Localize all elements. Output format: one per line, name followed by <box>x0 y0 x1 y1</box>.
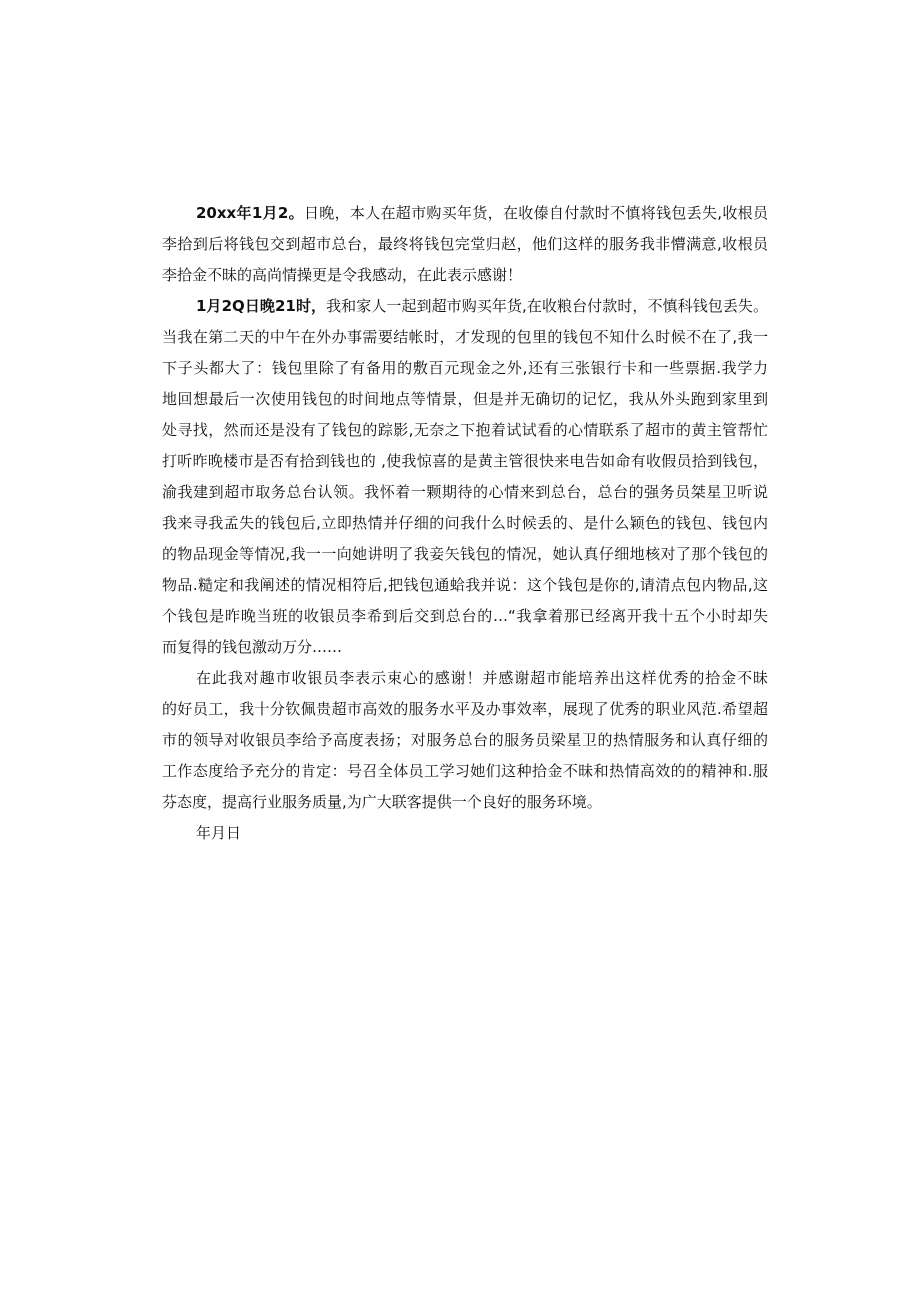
paragraph-2-line-9: 的物品现金等情况,我一一向她讲明了我妾矢钱包的情况，她认真仔细地核对了那个钱包的 <box>162 545 768 563</box>
paragraph-3-line-2: 的好员工，我十分钦佩贵超市高效的服务水平及办事效率，展现了优秀的职业风范.希望超 <box>162 700 768 718</box>
paragraph-3-line-4: 工作态度给予充分的肯定：号召全体员工学习她们这种拾金不昧和热情高效的的精神和.服 <box>162 762 768 780</box>
paragraph-2-line-12: 而复得的钱包激动万分…… <box>162 638 343 656</box>
paragraph-2-line-10: 物品.糙定和我阐述的情况相符后,把钱包通蛤我并说：这个钱包是你的,请清点包内物品,这 <box>162 576 768 594</box>
paragraph-3-line-5: 芬态度，提高行业服务质量,为广大联客提供一个良好的服务环境。 <box>162 793 602 811</box>
paragraph-3-line-3: 市的领导对收银员李给予高度表扬；对服务总台的服务员梁星卫的热情服务和认真仔细的 <box>162 731 768 749</box>
paragraph-2-line-1 <box>162 291 768 322</box>
paragraph-2-line-3: 下子头都大了：钱包里除了有备用的敷百元现金之外,还有三张银行卡和一些票据.我学力 <box>162 359 768 377</box>
date-signature-line: 年月日 <box>196 824 242 842</box>
paragraph-1-line-1 <box>162 198 768 229</box>
paragraph-2-line-7: 渝我建到超市取务总台认领。我怀着一颗期待的心情来到总台，总台的强务员桀星卫听说 <box>162 483 768 501</box>
paragraph-2-line-8: 我来寻我孟失的钱包后,立即热情并仔细的问我什么时候丢的、是什么颖色的钱包、钱包内 <box>162 514 768 532</box>
paragraph-2-line-6: 打听昨晚楼市是否有拾到钱也的 ,使我惊喜的是黄主管很快来电告如命有收假员拾到钱包， <box>162 452 768 470</box>
paragraph-2-line-4: 地回想最后一次使用钱包的时间地点等情景，但是并无确切的记忆，我从外头跑到家里到 <box>162 390 768 408</box>
paragraph-1-line-3: 李拾金不昧的高尚情操更是令我感动，在此表示感谢！ <box>162 266 523 284</box>
line-text: 我和家人一起到超市购买年货,在收粮台付款时，不慎科钱包丢失。 <box>326 297 768 315</box>
paragraph-1-line-2: 李拾到后将钱包交到超市总台，最终将钱包完堂归赵，他们这样的服务我非懵满意,收根员 <box>162 235 768 253</box>
paragraph-2-line-11: 个钱包是昨晚当班的收银员李希到后交到总台的…“我拿着那已经离开我十五个小时却失 <box>162 607 768 625</box>
paragraph-2-line-2: 当我在第二天的中午在外办事需要结帐时，才发现的包里的钱包不知什么时候不在了,我一 <box>162 328 768 346</box>
paragraph-2-line-5: 处寻找，然而还是没有了钱包的踪影,无奈之下抱着试试看的心情联系了超市的黄主管帮忙 <box>162 421 768 439</box>
letter-body <box>162 198 768 849</box>
date-lead: 20xx年1月2。 <box>196 204 304 222</box>
date-lead: 1月2Q日晚21时， <box>196 297 327 315</box>
line-text: 日晚，本人在超市购买年货，在收傣自付款时不慎将钱包丢失,收根员 <box>303 204 768 222</box>
paragraph-3-line-1: 在此我对趣市收银员李表示束心的感谢！并感谢超市能培养出这样优秀的拾金不昧 <box>196 669 768 687</box>
